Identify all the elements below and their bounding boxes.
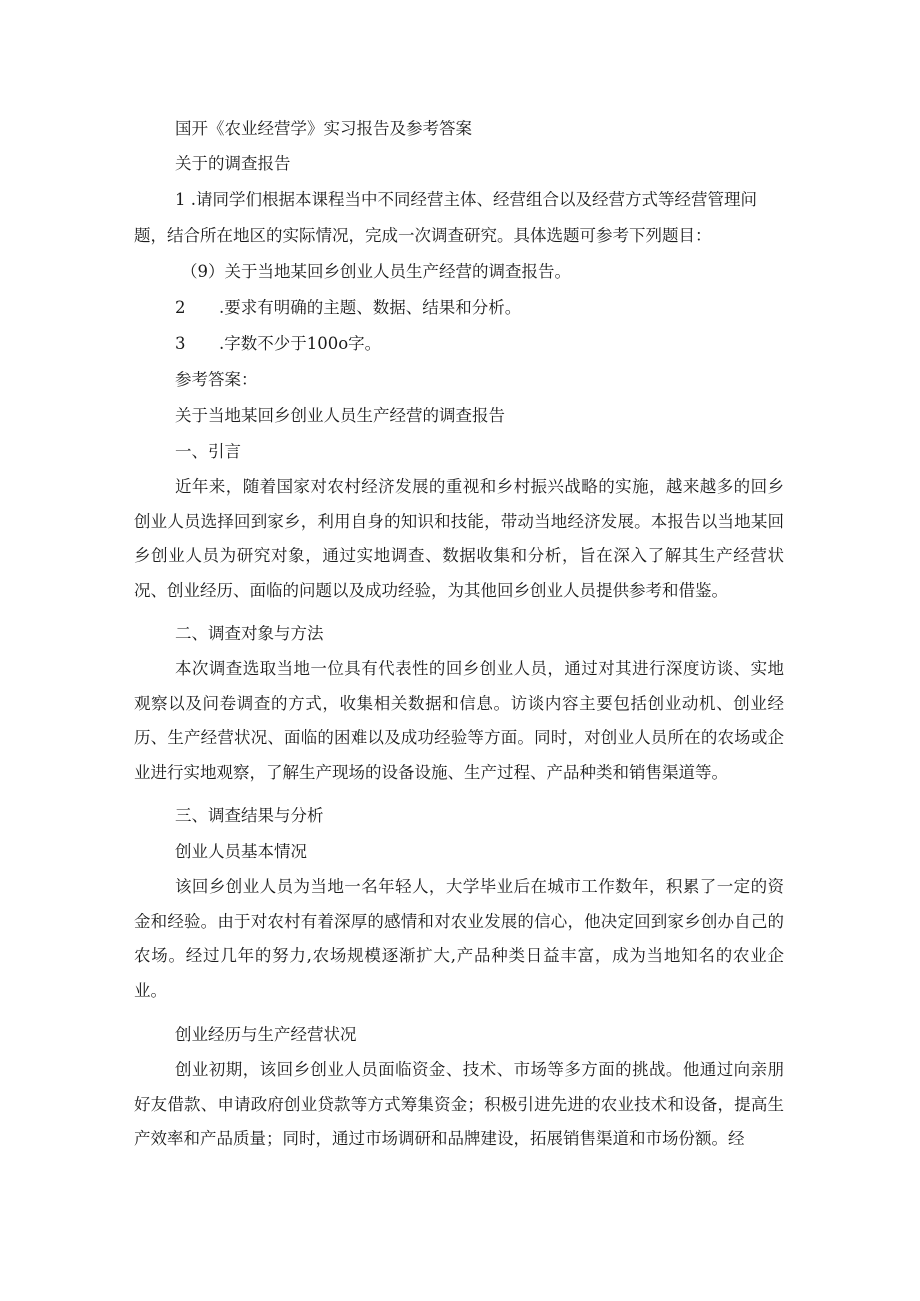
section-2-heading: 二、调查对象与方法 (175, 624, 324, 643)
subsection-1-paragraph: 该回乡创业人员为当地一名年轻人，大学毕业后在城市工作数年，积累了一定的资金和经验。由于对农村有着深厚的感情和对农业发展的信心，他决定回到家乡创办自己的农场。经过几年的努力,农场规模逐渐扩大,产品种类日益丰富，成为当地知名的农业企业。 (134, 877, 784, 1000)
requirement-number: 2 (175, 298, 186, 317)
report-title: 关于当地某回乡创业人员生产经营的调查报告 (175, 406, 505, 425)
section-3-heading: 三、调查结果与分析 (175, 806, 324, 825)
section-1-paragraph: 近年来，随着国家对农村经济发展的重视和乡村振兴战略的实施，越来越多的回乡创业人员选择回到家乡，利用自身的知识和技能，带动当地经济发展。本报告以当地某回乡创业人员为研究对象，通过实地调查、数据收集和分析，旨在深入了解其生产经营状况、创业经历、面临的问题以及成功经验，为其他回乡创业人员提供参考和借鉴。 (134, 477, 784, 600)
task-instruction-line-2: 题，结合所在地区的实际情况，完成一次调查研究。具体选题可参考下列题目： (134, 226, 712, 245)
answer-label: 参考答案： (175, 370, 258, 389)
requirement-number: 3 (175, 334, 186, 353)
topic-item: （9）关于当地某回乡创业人员生产经营的调查报告。 (181, 262, 571, 281)
document-title: 国开《农业经营学》实习报告及参考答案 (175, 119, 472, 138)
requirement-item-3 (175, 334, 381, 354)
requirement-item-2 (175, 298, 521, 318)
requirement-text: .字数不少于100o字。 (219, 334, 382, 353)
task-instruction-line-1: 1 .请同学们根据本课程当中不同经营主体、经营组合以及经营方式等经营管理问 (175, 190, 757, 209)
subsection-2-paragraph: 创业初期，该回乡创业人员面临资金、技术、市场等多方面的挑战。他通过向亲朋好友借款、申请政府创业贷款等方式筹集资金；积极引进先进的农业技术和设备，提高生产效率和产品质量；同时，通过市场调研和品牌建设，拓展销售渠道和市场份额。经 (134, 1060, 784, 1148)
report-subtitle: 关于的调查报告 (175, 154, 291, 173)
requirement-text: .要求有明确的主题、数据、结果和分析。 (219, 298, 522, 317)
subsection-2-heading: 创业经历与生产经营状况 (175, 1025, 357, 1044)
section-1-heading: 一、引言 (175, 442, 241, 461)
subsection-1-heading: 创业人员基本情况 (175, 842, 307, 861)
section-2-paragraph: 本次调查选取当地一位具有代表性的回乡创业人员，通过对其进行深度访谈、实地观察以及问卷调查的方式，收集相关数据和信息。访谈内容主要包括创业动机、创业经历、生产经营状况、面临的困难以及成功经验等方面。同时，对创业人员所在的农场或企业进行实地观察，了解生产现场的设备设施、生产过程、产品种类和销售渠道等。 (134, 659, 784, 782)
